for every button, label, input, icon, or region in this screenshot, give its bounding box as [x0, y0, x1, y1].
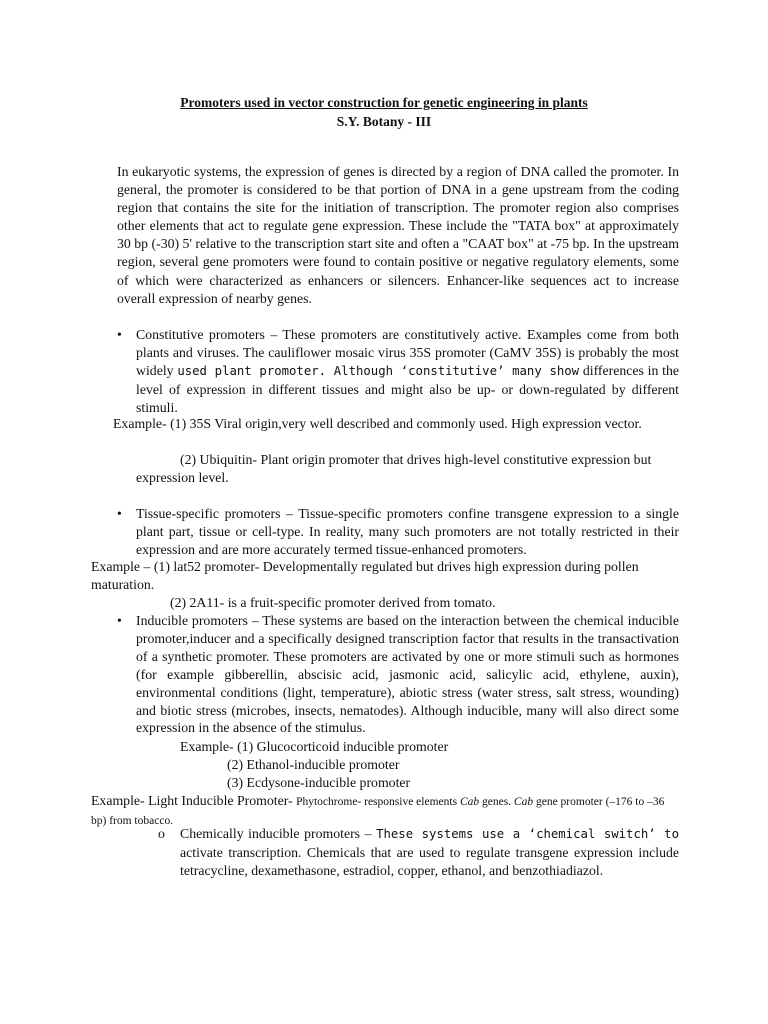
chemical-text-a: Chemically inducible promoters –: [180, 826, 377, 841]
constitutive-example-1: Example- (1) 35S Viral origin,very well described and commonly used. High expression vector.: [113, 416, 642, 431]
chemical-text-c: activate transcription. Chemicals that are used to regulate transgene expression include tetracycline, dexamethasone, estradiol, copper, ethanol, and benzothiadiazol.: [180, 844, 679, 878]
light-example-lead: Example- Light Inducible Promoter-: [91, 793, 297, 808]
inducible-example-3: (3) Ecdysone-inducible promoter: [227, 775, 411, 790]
tissue-example-2: (2) 2A11- is a fruit-specific promoter derived from tomato.: [170, 595, 496, 610]
constitutive-text-b: used plant promoter. Although ‘constitutive’ many show: [177, 363, 580, 378]
light-example-s3: gene promoter (–176 to –36 bp) from tobacco.: [91, 796, 665, 827]
cab-term: Cab: [513, 796, 534, 808]
sub-bullet-marker: o: [158, 826, 165, 841]
constitutive-example-2: (2) Ubiquitin- Plant origin promoter that drives high-level constitutive expression but expression level.: [136, 452, 652, 485]
tissue-paragraph: Tissue-specific promoters – Tissue-specific promoters confine transgene expression to a single plant part, tissue or cell-type. In reality, many such promoters are not totally restricted in their expression and are more accurately termed tissue-enhanced promoters.: [136, 506, 679, 557]
cab-term: Cab: [459, 796, 480, 808]
inducible-example-2: (2) Ethanol-inducible promoter: [227, 757, 400, 772]
bullet-marker: •: [117, 327, 122, 342]
chemical-text-b: These systems use a ‘chemical switch’ to: [376, 827, 679, 841]
constitutive-text-a: Constitutive promoters – These promoters are constitutively active. Examples come from both plants and viruses. The cauliflower mosaic virus 35S promoter (CaMV 35S) is probably the most widely: [136, 327, 679, 378]
light-example-s2: genes.: [479, 796, 514, 808]
intro-paragraph: In eukaryotic systems, the expression of genes is directed by a region of DNA called the promoter. In general, the promoter is considered to be that portion of DNA in a gene upstream from the coding region that contains the site for the initiation of transcription. The promoter region also comprises other elements that act to regulate gene expression. These include the "TATA box" at approximately 30 bp (-30) 5' relative to the transcription start site and often a "CAAT box" at -75 bp. In the upstream region, several gene promoters were found to contain positive or negative regulatory elements, some of which were characterized as enhancers or silencers. Enhancer-like sequences act to increase overall expression of nearby genes.: [117, 164, 679, 306]
bullet-marker: •: [117, 506, 122, 521]
document-subtitle: S.Y. Botany - III: [336, 114, 432, 129]
light-example-s1: Phytochrome- responsive elements: [296, 796, 460, 808]
constitutive-text-c: differences in the level of expression in different tissues and might also be up- or down-regulated by different stimuli.: [136, 362, 680, 415]
inducible-example-1: Example- (1) Glucocorticoid inducible promoter: [180, 739, 449, 754]
bullet-marker: •: [117, 613, 122, 628]
inducible-paragraph: Inducible promoters – These systems are based on the interaction between the chemical inducible promoter,inducer and a specifically designed transcription factor that results in the transactivation of a synthetic promoter. These promoters are activated by one or more stimuli such as hormones (for example gibberellin, abscisic acid, jasmonic acid, salicylic acid, ethylene, auxin), environmental conditions (light, temperature), abiotic stress (water stress, salt stress, wounding) and biotic stress (microbes, insects, nematodes). Although inducible, many will also direct some expression in the absence of the stimulus.: [136, 613, 679, 736]
chemical-paragraph: [180, 825, 679, 880]
tissue-example-1: Example – (1) lat52 promoter- Developmentally regulated but drives high expression during pollen maturation.: [91, 559, 639, 592]
document-title: Promoters used in vector construction for genetic engineering in plants: [180, 95, 588, 110]
constitutive-paragraph: [136, 326, 679, 417]
